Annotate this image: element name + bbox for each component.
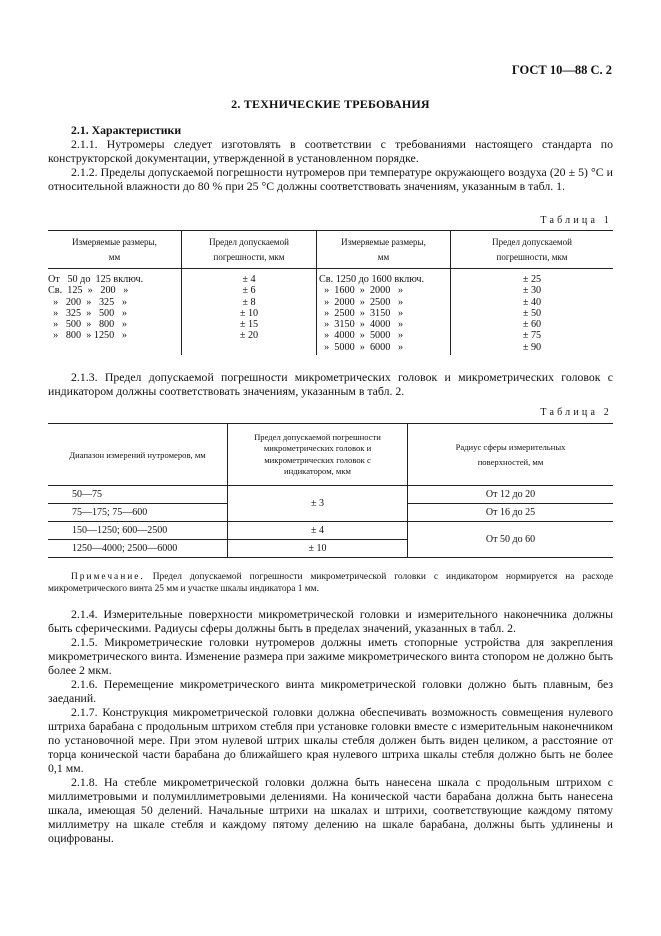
paragraph-2-1-4: 2.1.4. Измерительные поверхности микрометрической головки и измерительного наконечника должны быть сферическими. Радиусы сферы должны быть в пределах значений, указанных в табл. 2. (48, 607, 613, 635)
table-1-header-error-2: Предел допускаемой погрешности, мкм (451, 231, 614, 269)
table-2 (48, 423, 613, 558)
table-2-header-range: Диапазон измерений нутромеров, мм (48, 424, 228, 486)
table-2-header-radius: Радиус сферы измерительных поверхностей, мм (408, 424, 614, 486)
table-1-sizes-col-1: От 50 до 125 включ. Св. 125 » 200 » » 200 » 325 » » 325 » 500 » » 500 » 800 » » 800 » 1250 » (48, 269, 182, 355)
table-2-header-error: Предел допускаемой погрешности микрометрических головок и микрометрических головок с индикатором, мкм (228, 424, 408, 486)
paragraph-2-1-3: 2.1.3. Предел допускаемой погрешности микрометрических головок и микрометрических головок с индикатором должны соответствовать значениям, указанным в табл. 2. (48, 370, 613, 398)
table-2-error-cell: ± 3 (228, 486, 408, 522)
paragraph-2-1-7: 2.1.7. Конструкция микрометрической головки должна обеспечивать возможность совмещения нулевого штриха барабана с продольным штрихом стебля при установке головки вместе с измерительным наконечником по установочной мере. При этом нулевой штрих шкалы стебля должен быть виден целиком, а расстояние от торца конической части барабана до ближайшего края нулевого штриха шкалы стебля должно быть не более 0,1 мм. (48, 705, 613, 775)
note-label: Примечание. (71, 572, 145, 582)
table-2-range-cell: 75—175; 75—600 (48, 504, 228, 522)
table-1-header-error-1: Предел допускаемой погрешности, мкм (182, 231, 317, 269)
table-1-sizes-col-2: Св. 1250 до 1600 включ. » 1600 » 2000 » » 2000 » 2500 » » 2500 » 3150 » » 3150 » 4000 » » 4000 » 5000 » » 5000 » 6000 » (317, 269, 451, 355)
page-header: ГОСТ 10—88 С. 2 (511, 63, 612, 77)
table-2-radius-cell: От 50 до 60 (485, 534, 536, 545)
section-2-1 (48, 123, 613, 193)
paragraph-2-1-6: 2.1.6. Перемещение микрометрического винта микрометрической головки должно быть плавным, без заеданий. (48, 677, 613, 705)
table-row (48, 486, 613, 504)
table-2-error-cell: ± 4 (228, 522, 408, 540)
table-1-header-sizes-1: Измеряемые размеры, мм (48, 231, 182, 269)
table-2-label: Таблица 2 (540, 407, 612, 418)
paragraph-2-1-1: 2.1.1. Нутромеры следует изготовлять в соответствии с требованиями настоящего стандарта по конструкторской документации, утвержденной в установленном порядке. (48, 137, 613, 165)
paragraph-2-1-8: 2.1.8. На стебле микрометрической головки должна быть нанесена шкала с продольным штрихом с миллиметровыми и полумиллиметровыми делениями. На конической части барабана должна быть нанесена шкала, имеющая 50 делений. Начальные штрихи на шкалах и штрихи, соответствующие каждому пятому миллиметру на шкале стебля и каждому пятому делению на шкале барабана, должны быть удлинены и оцифрованы. (48, 775, 613, 845)
table-2-range-cell: 150—1250; 600—2500 (48, 522, 228, 540)
table-2-range-cell: 50—75 (48, 486, 228, 504)
table-1-errors-col-2: ± 25 ± 30 ± 40 ± 50 ± 60 ± 75 ± 90 (522, 274, 542, 353)
table-2-radius-cell: От 12 до 20 (408, 486, 614, 504)
paragraphs-2-1-4-to-2-1-8 (48, 607, 613, 845)
table-2-radius-cell: От 16 до 25 (408, 504, 614, 522)
paragraph-2-1-2: 2.1.2. Пределы допускаемой погрешности нутромеров при температуре окружающего воздуха (20 ± 5) °С и относительной влажности до 80 % при 25 °С должны соответствовать значениям, указанным в табл. 1. (48, 165, 613, 193)
table-1 (48, 230, 613, 355)
paragraph-2-1-5: 2.1.5. Микрометрические головки нутромеров должны иметь стопорные устройства для закрепления микрометрического винта. Изменение размера при зажиме микрометрического винта стопором не должно быть более 2 мкм. (48, 635, 613, 677)
table-1-errors-col-1: ± 4 ± 6 ± 8 ± 10 ± 15 ± 20 (182, 269, 317, 355)
table-2-range-cell: 1250—4000; 2500—6000 (48, 540, 228, 558)
table-1-label: Таблица 1 (540, 215, 612, 226)
table-2-error-cell: ± 10 (228, 540, 408, 558)
section-title: 2. ТЕХНИЧЕСКИЕ ТРЕБОВАНИЯ (231, 97, 430, 111)
note-text: Предел допускаемой погрешности микрометрической головки с индикатором нормируется на расходе микрометрического винта 25 мм и участке шкалы индикатора 1 мм. (48, 572, 613, 594)
table-row (48, 522, 613, 540)
table-1-header-sizes-2: Измеряемые размеры, мм (317, 231, 451, 269)
subsection-heading: 2.1. Характеристики (71, 123, 182, 137)
table-2-note (48, 571, 613, 595)
